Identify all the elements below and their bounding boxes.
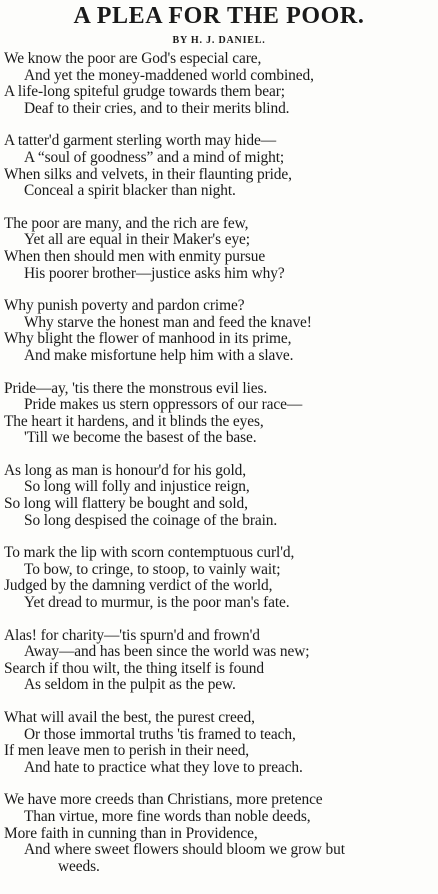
poem-line: If men leave men to perish in their need, xyxy=(4,742,250,760)
poem-line: And where sweet flowers should bloom we grow but xyxy=(24,841,345,859)
poem-line: Why starve the honest man and feed the knave! xyxy=(24,313,312,331)
stanza xyxy=(4,381,438,447)
poem-line: Search if thou wilt, the thing itself is found xyxy=(4,659,264,677)
poem-line: As seldom in the pulpit as the pew. xyxy=(24,676,236,694)
poem-line: The heart it hardens, and it blinds the eyes, xyxy=(4,412,264,430)
poem-line: To mark the lip with scorn contemptuous curl'd, xyxy=(4,544,295,562)
poem-line: Pride makes us stern oppressors of our race— xyxy=(24,396,303,414)
poem-line: Judged by the damning verdict of the world, xyxy=(4,577,273,595)
poem-line: More faith in cunning than in Providence, xyxy=(4,824,258,842)
poem-line: Pride—ay, 'tis there the monstrous evil lies. xyxy=(4,379,268,397)
poem-line: As long as man is honour'd for his gold, xyxy=(4,461,247,479)
poem-line: We know the poor are God's especial care, xyxy=(4,50,262,67)
stanza xyxy=(4,133,438,199)
poem-line: His poorer brother—justice asks him why? xyxy=(24,264,285,282)
poem-line: Conceal a spirit blacker than night. xyxy=(24,182,236,200)
poem-line: Away—and has been since the world was new; xyxy=(24,643,310,661)
poem-line: Than virtue, more fine words than noble deeds, xyxy=(24,807,311,825)
poem-line: weeds. xyxy=(58,857,100,875)
poem-line: A tatter'd garment sterling worth may hide— xyxy=(4,132,277,150)
poem-line: And make misfortune help him with a slave. xyxy=(24,346,294,364)
poem-line: So long will flattery be bought and sold, xyxy=(4,495,248,513)
poem-title: A PLEA FOR THE POOR. xyxy=(73,3,365,29)
poem-line: A life-long spiteful grudge towards them bear; xyxy=(4,83,285,101)
stanza xyxy=(4,628,438,694)
stanza xyxy=(4,463,438,529)
poem-line: Why punish poverty and pardon crime? xyxy=(4,297,245,315)
poem-line: So long will folly and injustice reign, xyxy=(24,478,250,496)
poem-line: We have more creeds than Christians, more pretence xyxy=(4,791,323,809)
poem-line: A “soul of goodness” and a mind of might; xyxy=(24,148,285,166)
poem-line: Deaf to their cries, and to their merits blind. xyxy=(24,99,290,117)
stanza xyxy=(4,216,438,282)
poem-line: To bow, to cringe, to stoop, to vainly wait; xyxy=(24,560,281,578)
stanza xyxy=(4,51,438,117)
stanza xyxy=(4,792,438,875)
poem-line: Alas! for charity—'tis spurn'd and frown'd xyxy=(4,626,260,644)
poem-line: And hate to practice what they love to preach. xyxy=(24,758,303,776)
poem-line: What will avail the best, the purest creed, xyxy=(4,709,255,726)
poem-line: When silks and velvets, in their flaunting pride, xyxy=(4,165,292,183)
poem-line: Or those immortal truths 'tis framed to teach, xyxy=(24,725,296,743)
poem-body xyxy=(4,51,438,891)
poem-line: Yet dread to murmur, is the poor man's fate. xyxy=(24,594,290,612)
poem-byline: BY H. J. DANIEL. xyxy=(172,35,266,46)
poem-line: 'Till we become the basest of the base. xyxy=(24,429,257,447)
poem-line: And yet the money-maddened world combined, xyxy=(24,66,314,84)
poem-line: The poor are many, and the rich are few, xyxy=(4,214,249,232)
stanza xyxy=(4,298,438,364)
stanza xyxy=(4,710,438,776)
poem-line: When then should men with enmity pursue xyxy=(4,247,266,265)
stanza xyxy=(4,545,438,611)
poem-line: Why blight the flower of manhood in its prime, xyxy=(4,330,292,348)
poem-line: So long despised the coinage of the brain. xyxy=(24,511,278,529)
poem-line: Yet all are equal in their Maker's eye; xyxy=(24,231,250,249)
